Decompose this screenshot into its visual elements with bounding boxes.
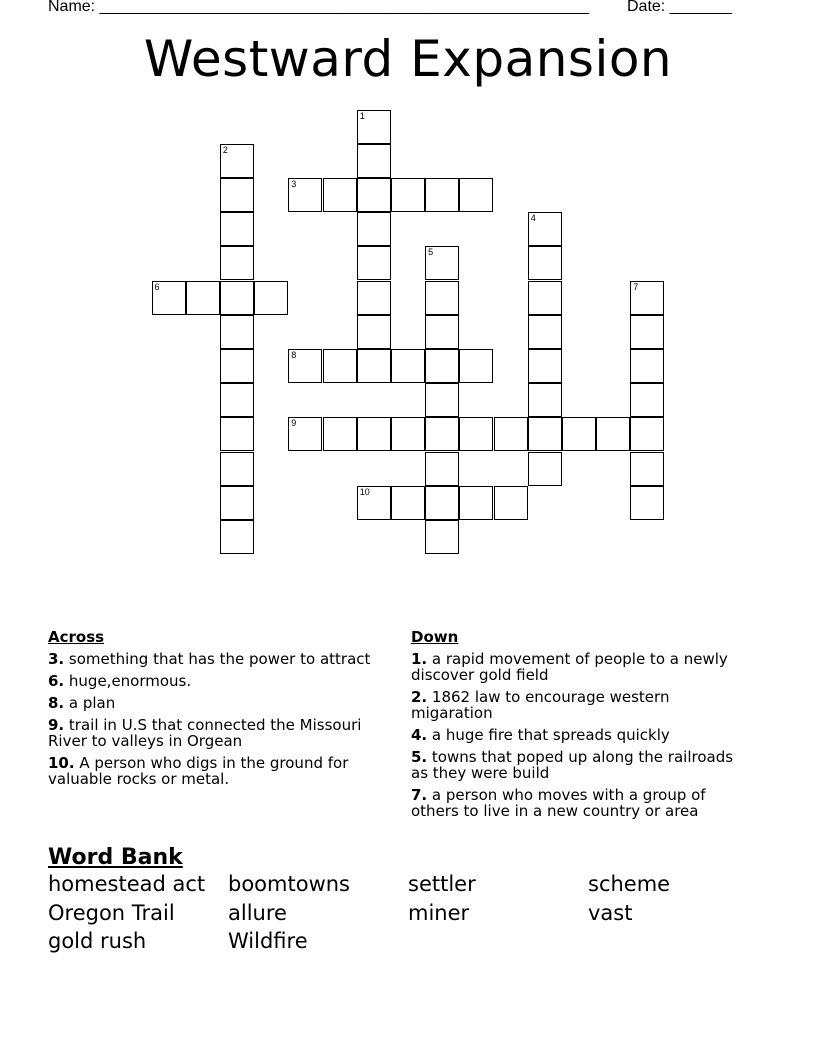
grid-cell[interactable] [459,178,493,212]
grid-cell[interactable] [425,246,459,280]
grid-cell[interactable] [630,383,664,417]
clue-item [48,651,383,667]
grid-cell[interactable] [391,417,425,451]
down-heading: Down [411,628,459,646]
grid-cell[interactable] [596,417,630,451]
grid-cell[interactable] [528,246,562,280]
grid-cell[interactable] [323,178,357,212]
clue-number: 6. [48,672,65,690]
grid-cell[interactable] [425,281,459,315]
grid-cell[interactable] [323,349,357,383]
grid-cell[interactable] [220,520,254,554]
page-title: Westward Expansion [143,30,673,88]
word-bank-item: allure [228,901,287,925]
clue-item [48,695,383,711]
grid-cell[interactable] [425,178,459,212]
clue-item [411,749,751,781]
word-bank-title: Word Bank [48,845,183,870]
grid-cell[interactable] [528,383,562,417]
clue-number: 6 [154,281,160,292]
grid-cell[interactable] [288,417,322,451]
grid-cell[interactable] [254,281,288,315]
clue-text: something that has the power to attract [64,650,371,668]
word-bank-item: gold rush [48,929,147,953]
grid-cell[interactable] [357,212,391,246]
grid-cell[interactable] [562,417,596,451]
clue-item [411,727,751,743]
grid-cell[interactable] [425,486,459,520]
word-bank-item: settler [408,872,476,896]
grid-cell[interactable] [357,281,391,315]
clue-number: 5. [411,748,428,766]
grid-cell[interactable] [357,246,391,280]
word-bank-item: scheme [588,872,671,896]
grid-cell[interactable] [220,281,254,315]
word-bank-item: miner [408,901,470,925]
grid-cell[interactable] [630,349,664,383]
clue-number: 3 [291,178,297,189]
clue-number: 4 [530,213,536,224]
clue-number: 1 [359,110,365,121]
grid-cell[interactable] [220,246,254,280]
clue-number: 10. [48,754,75,772]
grid-cell[interactable] [528,281,562,315]
word-bank-item: boomtowns [228,872,350,896]
clue-number: 7. [411,786,428,804]
grid-cell[interactable] [459,349,493,383]
grid-cell[interactable] [425,417,459,451]
grid-cell[interactable] [220,349,254,383]
grid-cell[interactable] [357,315,391,349]
grid-cell[interactable] [391,486,425,520]
grid-cell[interactable] [391,178,425,212]
grid-cell[interactable] [357,144,391,178]
grid-cell[interactable] [220,315,254,349]
grid-cell[interactable] [220,178,254,212]
grid-cell[interactable] [425,520,459,554]
grid-cell[interactable] [528,315,562,349]
across-heading: Across [48,628,105,646]
clue-number: 2. [411,688,428,706]
clue-text: a plan [64,694,116,712]
across-clues [48,629,383,793]
clue-text: towns that poped up along the railroads as they were build [411,748,734,782]
clue-number: 8. [48,694,65,712]
grid-cell[interactable] [630,315,664,349]
date-line: Date: _______ [627,0,732,15]
grid-cell[interactable] [357,417,391,451]
clue-number: 10 [359,486,370,497]
grid-cell[interactable] [425,349,459,383]
clue-item [48,717,383,749]
grid-cell[interactable] [357,349,391,383]
grid-cell[interactable] [391,349,425,383]
clue-text: trail in U.S that connected the Missouri River to valleys in Orgean [48,716,362,750]
clue-number: 4. [411,726,428,744]
word-bank-item: Wildfire [228,929,308,953]
grid-cell[interactable] [630,486,664,520]
name-line: Name: _______________________________________________________ [48,0,589,15]
clue-number: 7 [633,281,639,292]
grid-cell[interactable] [425,315,459,349]
grid-cell[interactable] [220,486,254,520]
grid-cell[interactable] [220,144,254,178]
grid-cell[interactable] [288,349,322,383]
word-bank-item: vast [588,901,633,925]
grid-cell[interactable] [630,281,664,315]
clue-text: A person who digs in the ground for valuable rocks or metal. [48,754,349,788]
grid-cell[interactable] [630,417,664,451]
grid-cell[interactable] [220,383,254,417]
clue-item [48,755,383,787]
clue-item [411,651,751,683]
clue-text: 1862 law to encourage western migaration [411,688,670,722]
grid-cell[interactable] [528,349,562,383]
grid-cell[interactable] [494,486,528,520]
grid-cell[interactable] [528,452,562,486]
clue-text: huge,enormous. [64,672,192,690]
grid-cell[interactable] [220,212,254,246]
clue-number: 9. [48,716,65,734]
word-bank-item: homestead act [48,872,206,896]
clue-number: 9 [291,418,297,429]
grid-cell[interactable] [288,178,322,212]
clue-item [48,673,383,689]
clue-number: 2 [222,144,228,155]
grid-cell[interactable] [630,452,664,486]
clue-text: a person who moves with a group of others to live in a new country or area [411,786,706,820]
clue-text: a rapid movement of people to a newly discover gold field [411,650,728,684]
clue-number: 8 [291,349,297,360]
grid-cell[interactable] [494,417,528,451]
grid-cell[interactable] [220,417,254,451]
grid-cell[interactable] [528,212,562,246]
grid-cell[interactable] [220,452,254,486]
clue-number: 1. [411,650,428,668]
clue-number: 3. [48,650,65,668]
down-clues [411,629,751,825]
grid-cell[interactable] [357,486,391,520]
grid-cell[interactable] [459,417,493,451]
grid-cell[interactable] [186,281,220,315]
grid-cell[interactable] [528,417,562,451]
grid-cell[interactable] [459,486,493,520]
clue-number: 5 [428,247,434,258]
grid-cell[interactable] [152,281,186,315]
grid-cell[interactable] [425,383,459,417]
word-bank-item: Oregon Trail [48,901,175,925]
grid-cell[interactable] [357,110,391,144]
clue-text: a huge fire that spreads quickly [427,726,670,744]
grid-cell[interactable] [425,452,459,486]
grid-cell[interactable] [323,417,357,451]
clue-item [411,787,751,819]
grid-cell[interactable] [357,178,391,212]
clue-item [411,689,751,721]
